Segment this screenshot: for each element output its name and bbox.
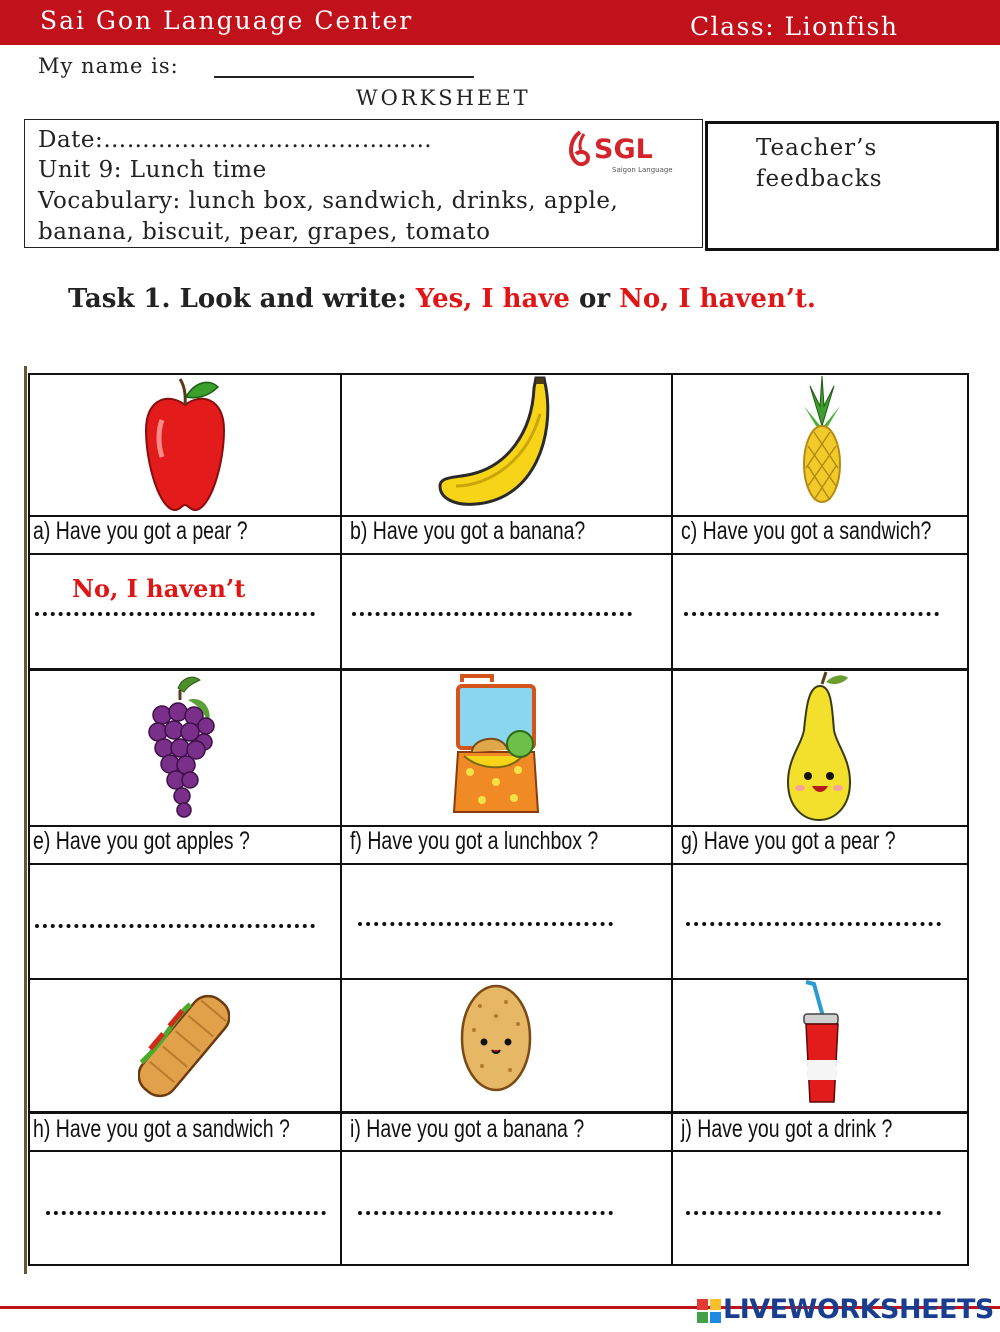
answer-i-field[interactable]: [358, 1211, 613, 1215]
date-line: Date:……………………………………: [38, 127, 433, 153]
task-prefix: Task 1. Look and write:: [68, 284, 416, 314]
answer-e-field[interactable]: [35, 924, 315, 928]
task-or: or: [569, 284, 620, 314]
answer-c-field[interactable]: [684, 612, 939, 616]
question-h: h) Have you got a sandwich ?: [33, 1115, 290, 1143]
name-input-line[interactable]: [214, 76, 474, 78]
question-j: j) Have you got a drink ?: [681, 1115, 893, 1143]
apple-picture: [140, 375, 230, 513]
teacher-feedback-box: [705, 121, 999, 251]
liveworksheets-text: LIVEWORKSHEETS: [723, 1294, 994, 1325]
feedback-title-2: feedbacks: [756, 166, 883, 192]
liveworksheets-logo[interactable]: [697, 1294, 997, 1330]
grapes-picture: [148, 670, 218, 818]
center-name: Sai Gon Language Center: [40, 6, 414, 35]
task-heading: [68, 284, 816, 314]
task-option-yes: Yes, I have: [415, 284, 570, 314]
answer-b-field[interactable]: [352, 612, 632, 616]
pear-picture: [786, 670, 852, 822]
sandwich-picture: [138, 990, 230, 1102]
class-label: Class: Lionfish: [690, 12, 899, 41]
unit-line: Unit 9: Lunch time: [38, 157, 267, 183]
sgl-logo: [566, 128, 676, 178]
answer-h-field[interactable]: [46, 1211, 326, 1215]
question-i: i) Have you got a banana ?: [350, 1115, 585, 1143]
question-f: f) Have you got a lunchbox ?: [350, 827, 599, 855]
header-bar: [0, 0, 1000, 45]
vocabulary-line-1: Vocabulary: lunch box, sandwich, drinks, apple,: [38, 188, 619, 214]
logo-brand: SGL: [594, 134, 653, 165]
question-e: e) Have you got apples ?: [33, 827, 250, 855]
lunchbox-picture: [452, 672, 540, 820]
worksheet-title: WORKSHEET: [356, 86, 531, 110]
drink-picture: [800, 980, 844, 1106]
answer-f-field[interactable]: [358, 922, 613, 926]
banana-picture: [436, 374, 552, 509]
liveworksheets-icon: [697, 1299, 721, 1323]
question-g: g) Have you got a pear ?: [681, 827, 896, 855]
biscuit-picture: [460, 984, 532, 1092]
question-a: a) Have you got a pear ?: [33, 517, 248, 545]
vocabulary-line-2: banana, biscuit, pear, grapes, tomato: [38, 219, 491, 245]
table-left-border: [24, 366, 27, 1274]
answer-g-field[interactable]: [686, 922, 941, 926]
answer-a-field[interactable]: [35, 612, 315, 616]
answer-j-field[interactable]: [686, 1211, 941, 1215]
name-label: My name is:: [38, 54, 179, 78]
task-option-no: No, I haven’t.: [619, 284, 816, 314]
feedback-title-1: Teacher’s: [756, 135, 878, 161]
question-c: c) Have you got a sandwich?: [681, 517, 932, 545]
pineapple-picture: [800, 376, 844, 504]
answer-a-text: No, I haven’t: [72, 574, 246, 603]
logo-subtitle: Saigon Language: [612, 166, 673, 174]
question-b: b) Have you got a banana?: [350, 517, 586, 545]
